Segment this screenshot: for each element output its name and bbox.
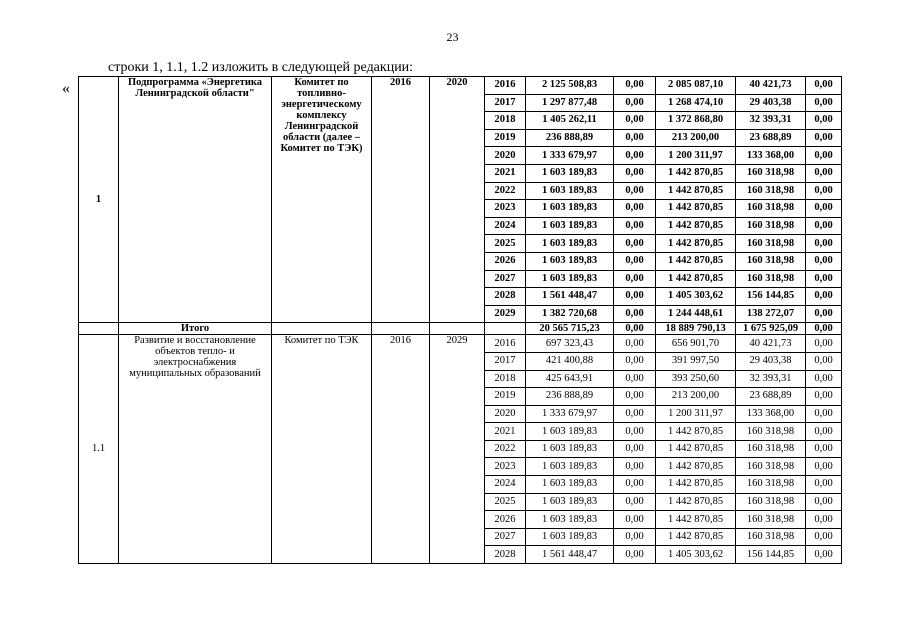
other-cell: 0,00 — [806, 217, 842, 235]
other-cell: 0,00 — [806, 352, 842, 370]
section-1 — [79, 77, 842, 323]
local-cell: 160 318,98 — [736, 270, 806, 288]
federal-cell: 0,00 — [614, 493, 656, 511]
local-cell: 156 144,85 — [736, 288, 806, 306]
regional-cell: 1 442 870,85 — [656, 458, 736, 476]
year-cell: 2020 — [485, 405, 526, 423]
total-cell: 1 603 189,83 — [526, 217, 614, 235]
total-cell: 1 603 189,83 — [526, 440, 614, 458]
total-other: 0,00 — [806, 323, 842, 335]
local-cell: 29 403,38 — [736, 352, 806, 370]
year-cell: 2029 — [485, 305, 526, 323]
regional-cell: 1 442 870,85 — [656, 252, 736, 270]
other-cell: 0,00 — [806, 493, 842, 511]
other-cell: 0,00 — [806, 370, 842, 388]
end-year: 2029 — [430, 335, 485, 564]
regional-cell: 1 442 870,85 — [656, 270, 736, 288]
year-cell: 2017 — [485, 94, 526, 112]
regional-cell: 1 405 303,62 — [656, 288, 736, 306]
local-cell: 40 421,73 — [736, 335, 806, 353]
regional-cell: 1 372 868,80 — [656, 112, 736, 130]
federal-cell: 0,00 — [614, 252, 656, 270]
total-cell: 1 603 189,83 — [526, 476, 614, 494]
regional-cell: 1 442 870,85 — [656, 423, 736, 441]
local-cell: 133 368,00 — [736, 147, 806, 165]
federal-cell: 0,00 — [614, 270, 656, 288]
regional-cell: 1 442 870,85 — [656, 528, 736, 546]
local-cell: 23 688,89 — [736, 388, 806, 406]
total-local: 1 675 925,09 — [736, 323, 806, 335]
end-year: 2020 — [430, 77, 485, 323]
local-cell: 138 272,07 — [736, 305, 806, 323]
total-regional: 18 889 790,13 — [656, 323, 736, 335]
regional-cell: 1 442 870,85 — [656, 235, 736, 253]
federal-cell: 0,00 — [614, 235, 656, 253]
total-cell: 1 603 189,83 — [526, 182, 614, 200]
other-cell: 0,00 — [806, 305, 842, 323]
total-blank — [485, 323, 526, 335]
regional-cell: 1 244 448,61 — [656, 305, 736, 323]
federal-cell: 0,00 — [614, 112, 656, 130]
year-cell: 2022 — [485, 440, 526, 458]
total-cell: 1 603 189,83 — [526, 200, 614, 218]
regional-cell: 656 901,70 — [656, 335, 736, 353]
total-cell: 1 603 189,83 — [526, 528, 614, 546]
year-cell: 2020 — [485, 147, 526, 165]
federal-cell: 0,00 — [614, 200, 656, 218]
year-cell: 2021 — [485, 423, 526, 441]
total-cell: 1 603 189,83 — [526, 252, 614, 270]
total-cell: 1 603 189,83 — [526, 493, 614, 511]
other-cell: 0,00 — [806, 335, 842, 353]
local-cell: 29 403,38 — [736, 94, 806, 112]
regional-cell: 1 442 870,85 — [656, 440, 736, 458]
year-cell: 2016 — [485, 77, 526, 95]
regional-cell: 1 442 870,85 — [656, 476, 736, 494]
year-cell: 2016 — [485, 335, 526, 353]
year-cell: 2026 — [485, 252, 526, 270]
total-blank — [372, 323, 430, 335]
other-cell: 0,00 — [806, 147, 842, 165]
federal-cell: 0,00 — [614, 129, 656, 147]
federal-cell: 0,00 — [614, 476, 656, 494]
regional-cell: 2 085 087,10 — [656, 77, 736, 95]
program-name: Подпрограмма «Энергетика Ленинградской области" — [119, 77, 272, 323]
total-cell: 2 125 508,83 — [526, 77, 614, 95]
year-cell: 2022 — [485, 182, 526, 200]
total-cell: 1 333 679,97 — [526, 405, 614, 423]
federal-cell: 0,00 — [614, 388, 656, 406]
row-number: 1.1 — [79, 335, 119, 564]
year-cell: 2019 — [485, 129, 526, 147]
local-cell: 160 318,98 — [736, 458, 806, 476]
total-cell: 425 643,91 — [526, 370, 614, 388]
intro-text: строки 1, 1.1, 1.2 изложить в следующей редакции: — [108, 60, 414, 75]
start-year: 2016 — [372, 335, 430, 564]
total-cell: 1 603 189,83 — [526, 423, 614, 441]
other-cell: 0,00 — [806, 511, 842, 529]
other-cell: 0,00 — [806, 288, 842, 306]
federal-cell: 0,00 — [614, 546, 656, 564]
local-cell: 23 688,89 — [736, 129, 806, 147]
year-cell: 2026 — [485, 511, 526, 529]
federal-cell: 0,00 — [614, 370, 656, 388]
local-cell: 160 318,98 — [736, 217, 806, 235]
year-cell: 2024 — [485, 476, 526, 494]
local-cell: 160 318,98 — [736, 493, 806, 511]
total-cell: 1 405 262,11 — [526, 112, 614, 130]
other-cell: 0,00 — [806, 112, 842, 130]
total-row — [79, 323, 842, 335]
year-cell: 2023 — [485, 200, 526, 218]
regional-cell: 1 268 474,10 — [656, 94, 736, 112]
other-cell: 0,00 — [806, 546, 842, 564]
federal-cell: 0,00 — [614, 305, 656, 323]
federal-cell: 0,00 — [614, 182, 656, 200]
other-cell: 0,00 — [806, 77, 842, 95]
other-cell: 0,00 — [806, 200, 842, 218]
regional-cell: 1 442 870,85 — [656, 217, 736, 235]
local-cell: 40 421,73 — [736, 77, 806, 95]
total-blank-number — [79, 323, 119, 335]
total-cell: 1 561 448,47 — [526, 288, 614, 306]
other-cell: 0,00 — [806, 405, 842, 423]
budget-table — [78, 76, 842, 564]
year-cell: 2018 — [485, 370, 526, 388]
row-number: 1 — [79, 77, 119, 323]
other-cell: 0,00 — [806, 235, 842, 253]
regional-cell: 393 250,60 — [656, 370, 736, 388]
table-row — [79, 335, 842, 353]
table-row — [79, 77, 842, 95]
federal-cell: 0,00 — [614, 528, 656, 546]
federal-cell: 0,00 — [614, 458, 656, 476]
total-cell: 1 603 189,83 — [526, 511, 614, 529]
federal-cell: 0,00 — [614, 94, 656, 112]
section-1-1 — [79, 335, 842, 564]
federal-cell: 0,00 — [614, 440, 656, 458]
local-cell: 160 318,98 — [736, 164, 806, 182]
federal-cell: 0,00 — [614, 217, 656, 235]
federal-cell: 0,00 — [614, 335, 656, 353]
year-cell: 2021 — [485, 164, 526, 182]
federal-cell: 0,00 — [614, 147, 656, 165]
total-cell: 1 382 720,68 — [526, 305, 614, 323]
year-cell: 2028 — [485, 288, 526, 306]
start-year: 2016 — [372, 77, 430, 323]
total-cell: 697 323,43 — [526, 335, 614, 353]
total-label: Итого — [119, 323, 272, 335]
regional-cell: 213 200,00 — [656, 129, 736, 147]
regional-cell: 1 405 303,62 — [656, 546, 736, 564]
total-blank — [430, 323, 485, 335]
total-cell: 1 603 189,83 — [526, 458, 614, 476]
year-cell: 2028 — [485, 546, 526, 564]
other-cell: 0,00 — [806, 528, 842, 546]
total-blank — [272, 323, 372, 335]
federal-cell: 0,00 — [614, 405, 656, 423]
year-cell: 2024 — [485, 217, 526, 235]
local-cell: 160 318,98 — [736, 252, 806, 270]
program-name: Развитие и восстановление объектов тепло- и электроснабжения муниципальных образований — [119, 335, 272, 564]
federal-cell: 0,00 — [614, 77, 656, 95]
federal-cell: 0,00 — [614, 288, 656, 306]
total-cell: 1 603 189,83 — [526, 270, 614, 288]
other-cell: 0,00 — [806, 388, 842, 406]
local-cell: 160 318,98 — [736, 528, 806, 546]
year-cell: 2025 — [485, 493, 526, 511]
other-cell: 0,00 — [806, 94, 842, 112]
other-cell: 0,00 — [806, 440, 842, 458]
other-cell: 0,00 — [806, 458, 842, 476]
local-cell: 160 318,98 — [736, 440, 806, 458]
total-cell: 1 603 189,83 — [526, 164, 614, 182]
year-cell: 2025 — [485, 235, 526, 253]
executor: Комитет по топливно-энергетическому комплексу Ленинградской области (далее – Комитет по ТЭК) — [272, 77, 372, 323]
regional-cell: 391 997,50 — [656, 352, 736, 370]
total-cell: 1 561 448,47 — [526, 546, 614, 564]
year-cell: 2019 — [485, 388, 526, 406]
year-cell: 2023 — [485, 458, 526, 476]
regional-cell: 1 442 870,85 — [656, 493, 736, 511]
regional-cell: 1 442 870,85 — [656, 182, 736, 200]
regional-cell: 1 442 870,85 — [656, 511, 736, 529]
year-cell: 2017 — [485, 352, 526, 370]
other-cell: 0,00 — [806, 270, 842, 288]
section-total — [79, 323, 842, 335]
local-cell: 32 393,31 — [736, 112, 806, 130]
federal-cell: 0,00 — [614, 164, 656, 182]
local-cell: 32 393,31 — [736, 370, 806, 388]
total-cell: 236 888,89 — [526, 129, 614, 147]
opening-quote: « — [62, 80, 70, 97]
local-cell: 160 318,98 — [736, 476, 806, 494]
regional-cell: 1 442 870,85 — [656, 200, 736, 218]
other-cell: 0,00 — [806, 164, 842, 182]
regional-cell: 1 200 311,97 — [656, 405, 736, 423]
regional-cell: 213 200,00 — [656, 388, 736, 406]
other-cell: 0,00 — [806, 476, 842, 494]
other-cell: 0,00 — [806, 182, 842, 200]
total-cell: 1 297 877,48 — [526, 94, 614, 112]
local-cell: 160 318,98 — [736, 182, 806, 200]
total-cell: 236 888,89 — [526, 388, 614, 406]
year-cell: 2027 — [485, 528, 526, 546]
total-cell: 1 603 189,83 — [526, 235, 614, 253]
local-cell: 156 144,85 — [736, 546, 806, 564]
year-cell: 2027 — [485, 270, 526, 288]
total-sum: 20 565 715,23 — [526, 323, 614, 335]
year-cell: 2018 — [485, 112, 526, 130]
other-cell: 0,00 — [806, 129, 842, 147]
regional-cell: 1 442 870,85 — [656, 164, 736, 182]
executor: Комитет по ТЭК — [272, 335, 372, 564]
total-federal: 0,00 — [614, 323, 656, 335]
federal-cell: 0,00 — [614, 352, 656, 370]
total-cell: 421 400,88 — [526, 352, 614, 370]
local-cell: 160 318,98 — [736, 235, 806, 253]
other-cell: 0,00 — [806, 252, 842, 270]
local-cell: 160 318,98 — [736, 423, 806, 441]
local-cell: 160 318,98 — [736, 200, 806, 218]
federal-cell: 0,00 — [614, 511, 656, 529]
other-cell: 0,00 — [806, 423, 842, 441]
page-number: 23 — [446, 30, 459, 44]
local-cell: 133 368,00 — [736, 405, 806, 423]
local-cell: 160 318,98 — [736, 511, 806, 529]
total-cell: 1 333 679,97 — [526, 147, 614, 165]
federal-cell: 0,00 — [614, 423, 656, 441]
regional-cell: 1 200 311,97 — [656, 147, 736, 165]
